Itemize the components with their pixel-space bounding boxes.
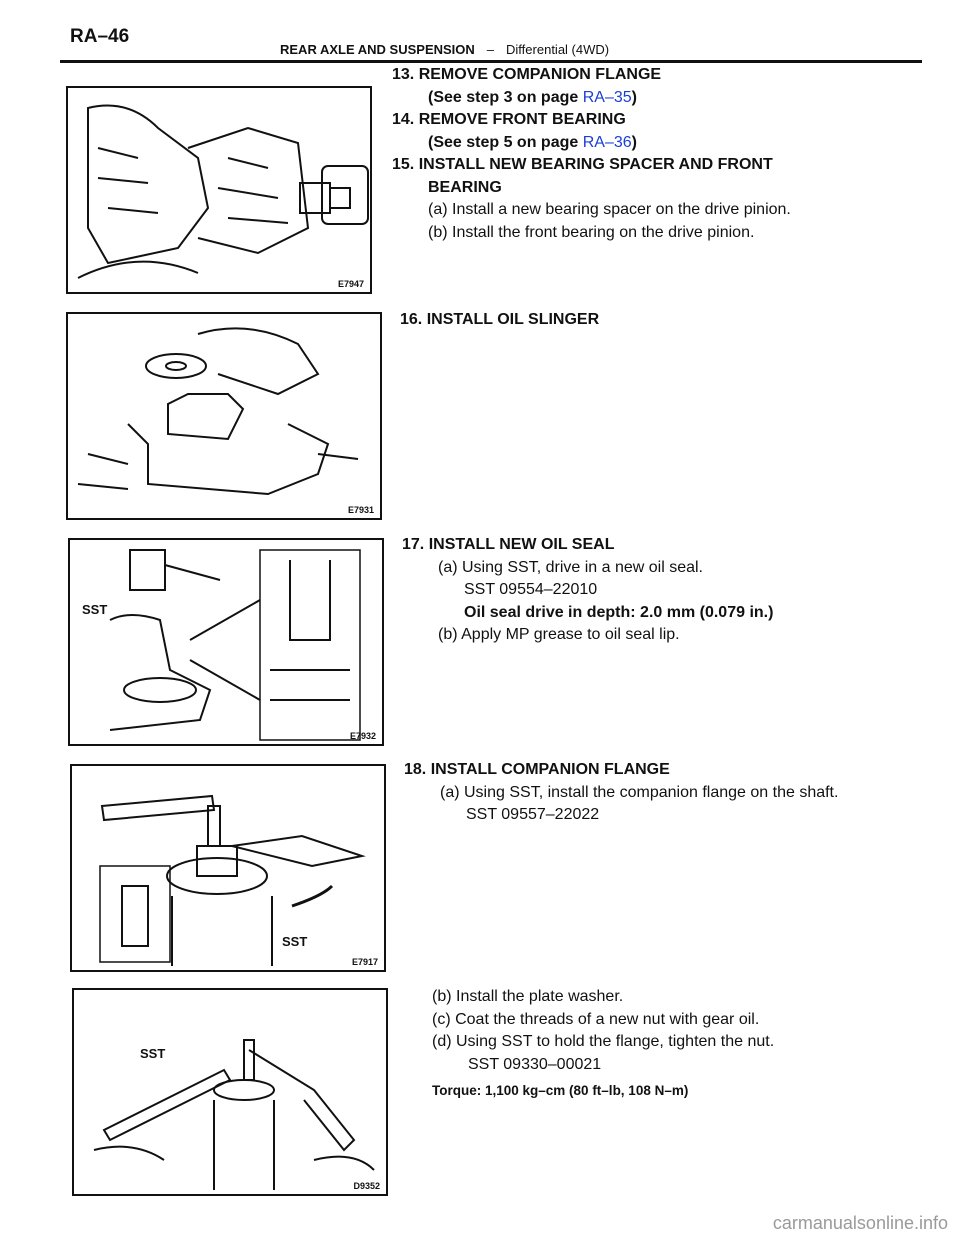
step-13-title: 13. REMOVE COMPANION FLANGE bbox=[392, 66, 662, 83]
step-18-sst2: SST 09330–00021 bbox=[468, 1055, 602, 1073]
figure-illustration bbox=[70, 540, 382, 744]
ref-prefix: (See step 3 on page bbox=[428, 88, 583, 106]
figure-illustration bbox=[68, 88, 370, 292]
figure-illustration bbox=[68, 314, 380, 518]
step-18-continued bbox=[432, 986, 932, 1103]
sst-label: SST bbox=[82, 602, 108, 617]
step-18c: (c) Coat the threads of a new nut with gear oil. bbox=[432, 1010, 760, 1028]
step-18-sst: SST 09557–22022 bbox=[466, 806, 600, 823]
figure-code: D9352 bbox=[353, 1181, 380, 1191]
ref-suffix: ) bbox=[631, 133, 637, 151]
step-17-spec: Oil seal drive in depth: 2.0 mm (0.079 in.) bbox=[464, 603, 774, 621]
step-17-title: 17. INSTALL NEW OIL SEAL bbox=[402, 536, 615, 553]
figure-oil-seal-install bbox=[68, 538, 384, 746]
figure-code: E7947 bbox=[337, 279, 364, 289]
ref-suffix: ) bbox=[631, 88, 637, 106]
step-15b: (b) Install the front bearing on the drive pinion. bbox=[428, 223, 755, 241]
sst-label: SST bbox=[282, 934, 308, 949]
sst-label: SST bbox=[140, 1046, 166, 1061]
figure-oil-slinger bbox=[66, 312, 382, 520]
breadcrumb-separator: – bbox=[486, 42, 495, 57]
figure-code: E7931 bbox=[347, 505, 374, 515]
step-18a: (a) Using SST, install the companion flange on the shaft. bbox=[440, 783, 839, 801]
step-17b: (b) Apply MP grease to oil seal lip. bbox=[438, 626, 680, 643]
page-link-ra36[interactable]: RA–36 bbox=[582, 133, 632, 151]
step-16 bbox=[400, 309, 900, 332]
step-18-title: 18. INSTALL COMPANION FLANGE bbox=[404, 761, 670, 778]
step-18b: (b) Install the plate washer. bbox=[432, 988, 624, 1005]
step-16-title: 16. INSTALL OIL SLINGER bbox=[400, 311, 600, 328]
figure-illustration bbox=[72, 766, 384, 970]
step-15-title-line2: BEARING bbox=[428, 178, 502, 196]
header-divider bbox=[60, 60, 922, 63]
figure-nut-tighten bbox=[72, 988, 388, 1196]
steps-13-15 bbox=[392, 64, 912, 244]
step-17-sst: SST 09554–22010 bbox=[464, 581, 598, 598]
step-18-torque: Torque: 1,100 kg–cm (80 ft–lb, 108 N–m) bbox=[432, 1083, 689, 1098]
page-link-ra35[interactable]: RA–35 bbox=[582, 88, 632, 106]
figure-code: E7932 bbox=[349, 731, 376, 741]
step-18d: (d) Using SST to hold the flange, tighten the nut. bbox=[432, 1033, 775, 1050]
figure-code: E7917 bbox=[351, 957, 378, 967]
step-14-title: 14. REMOVE FRONT BEARING bbox=[392, 111, 626, 128]
figure-illustration bbox=[74, 990, 386, 1194]
step-17 bbox=[402, 534, 922, 647]
figure-companion-flange-removal bbox=[66, 86, 372, 294]
subsection-title: Differential (4WD) bbox=[506, 42, 610, 57]
step-15-title-line1: 15. INSTALL NEW BEARING SPACER AND FRONT bbox=[392, 156, 773, 173]
step-15a: (a) Install a new bearing spacer on the drive pinion. bbox=[428, 201, 791, 218]
step-17a: (a) Using SST, drive in a new oil seal. bbox=[438, 558, 703, 576]
figure-companion-flange-install bbox=[70, 764, 386, 972]
step-14-reference bbox=[392, 132, 912, 155]
section-title: REAR AXLE AND SUSPENSION bbox=[280, 42, 475, 57]
ref-prefix: (See step 5 on page bbox=[428, 133, 583, 151]
section-breadcrumb bbox=[280, 42, 609, 57]
watermark: carmanualsonline.info bbox=[772, 1213, 948, 1233]
page-number: RA–46 bbox=[70, 26, 130, 47]
step-18 bbox=[404, 759, 924, 827]
step-13-reference bbox=[392, 87, 912, 110]
